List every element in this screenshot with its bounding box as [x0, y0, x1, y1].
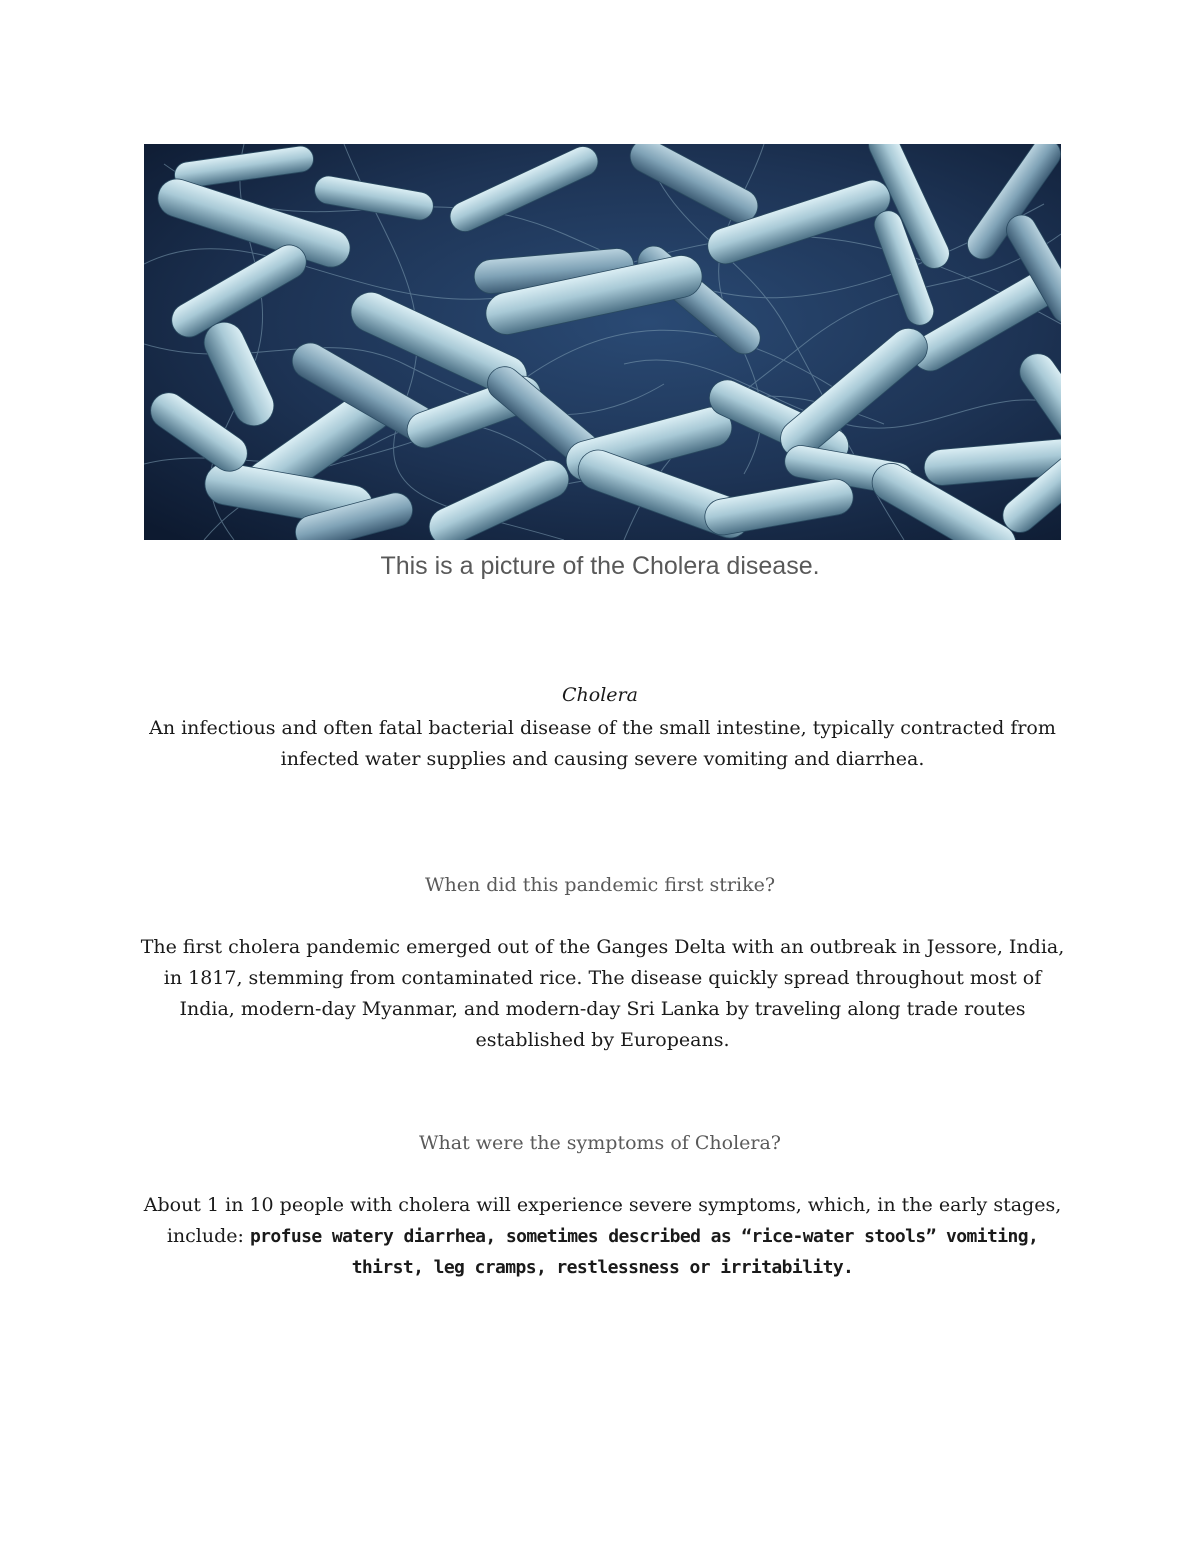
symptoms-intro-text: About 1 in 10 people with cholera will experience severe symptoms, which, in the early stages, include:: [143, 1194, 1062, 1247]
answer-symptoms: [140, 1190, 1065, 1283]
cholera-bacteria-image: [144, 144, 1061, 540]
bacteria-illustration: [144, 144, 1061, 540]
image-caption: This is a picture of the Cholera disease.: [380, 552, 820, 580]
symptoms-list-text: profuse watery diarrhea, sometimes described as “rice-water stools” vomiting, thirst, leg cramps, restlessness or irritability.: [249, 1226, 1039, 1278]
definition-term: Cholera: [562, 684, 638, 706]
question-first-strike: When did this pandemic first strike?: [424, 874, 776, 896]
question-symptoms: What were the symptoms of Cholera?: [419, 1132, 781, 1154]
answer-first-strike: The first cholera pandemic emerged out of the Ganges Delta with an outbreak in Jessore, India, in 1817, stemming from contaminated rice. The disease quickly spread throughout most of India, modern-day Myanmar, and modern-day Sri Lanka by traveling along trade routes established by Europeans.: [140, 936, 1065, 1051]
definition-text: An infectious and often fatal bacterial disease of the small intestine, typically contracted from infected water supplies and causing severe vomiting and diarrhea.: [149, 717, 1056, 770]
